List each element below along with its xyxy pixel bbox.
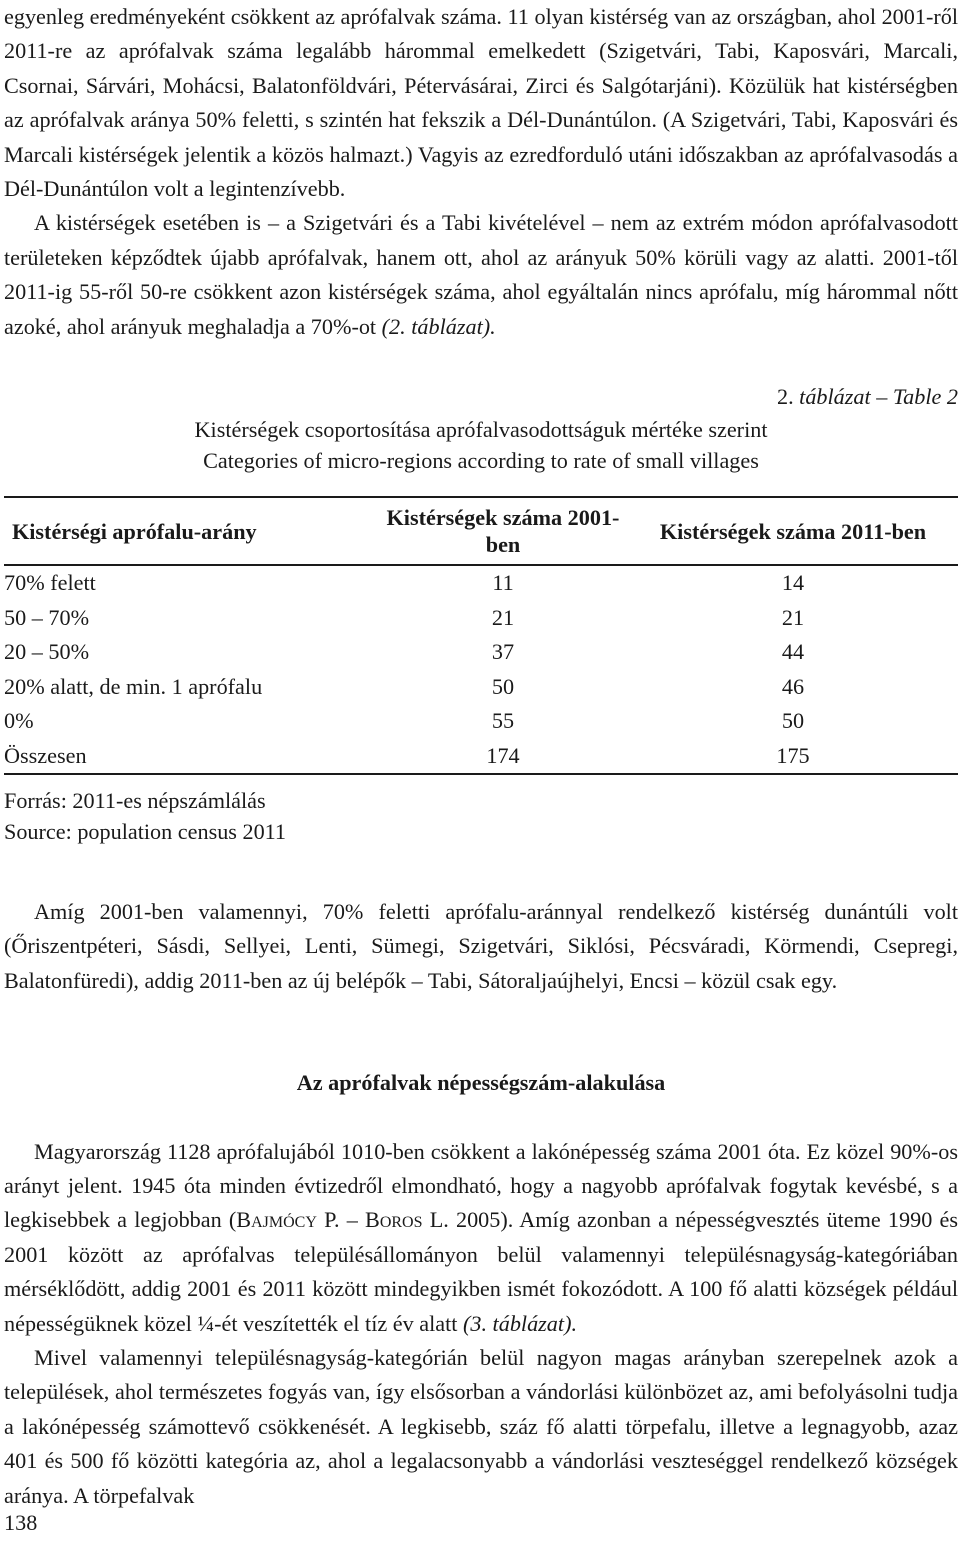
- body-paragraph: Amíg 2001-ben valamennyi, 70% feletti aprófalu-aránnyal rendelkező kistérség dunántúli volt (Őriszentpéteri, Sásdi, Sellyei, Lenti, Sümegi, Szigetvári, Siklósi, Pécsváradi, Körmendi, Csepregi, Balatonfüredi), addig 2011-ben az új belépők – Tabi, Sátoraljaújhelyi, Encsi – közül csak egy.: [4, 898, 958, 993]
- table-cell: 70% felett: [4, 570, 96, 596]
- table-label-number: 2.: [776, 384, 794, 410]
- table-title-hu: Kistérségek csoportosítása aprófalvasodottságuk mértéke szerint: [194, 417, 768, 443]
- source-hu: Forrás: 2011-es népszámlálás: [4, 787, 266, 813]
- table-title-en: Categories of micro-regions according to rate of small villages: [203, 448, 759, 474]
- table-label: [4, 380, 958, 414]
- body-paragraph: Mivel valamennyi településnagyság-kategórián belül nagyon magas arányban szerepelnek azok a települések, ahol természetes fogyás van, így elsősorban a vándorlási különbözet az, ami befolyásolni tudja a lakónépesség számottevő csökkenését. A legkisebb, száz fő alatti törpefalu, illetve a legnagyobb, azaz 401 és 500 fő közötti kategória az, ahol a legalacsonyabb a vándorlási veszteséggel rendelkező községek aránya. A törpefalvak: [4, 1344, 958, 1508]
- table-cell: 11: [492, 570, 514, 596]
- body-paragraph: egyenleg eredményeként csökkent az aprófalvak száma. 11 olyan kistérség van az országban, ahol 2001-ről 2011-re az aprófalvak száma legalább hárommal emelkedett (Szigetvári, Tabi, Kaposvári, Marcali, Csornai, Sárvári, Mohácsi, Balatonföldvári, Pétervásárai, Zirci és Salgótarjáni). Közülük hat kistérségben az aprófalvak aránya 50% feletti, s szintén hat fekszik a Dél-Dunántúlon. (A Szigetvári, Tabi, Kaposvári és Marcali kistérségek jelentik a közös halmazt.) Vagyis az ezredforduló utáni időszakban az aprófalvasodás a Dél-Dunántúlon volt a legintenzívebb.: [4, 4, 958, 202]
- table-cell: 50: [781, 708, 805, 734]
- source-en: Source: population census 2011: [4, 818, 287, 844]
- table-cell: 50: [491, 673, 515, 699]
- table-cell: 0%: [4, 708, 34, 734]
- data-table: [4, 496, 958, 774]
- table-source: [4, 785, 958, 847]
- section-heading: Az aprófalvak népességszám-alakulása: [296, 1070, 666, 1096]
- body-paragraph: [4, 1135, 958, 1341]
- body-paragraph: [4, 206, 958, 344]
- table-cell: 44: [781, 639, 805, 665]
- citation-author: Boros L.: [365, 1207, 449, 1233]
- paragraph-text: 2005). Amíg azonban a népességvesztés üteme 1990 és 2001 között az aprófalvas településállományon belül valamennyi településnagyság-kategóriában mérséklődött, addig 2001 és 2011 között mindegyikben ismét fokozódott. A 100 fő alatti községek például népességüknek közel ¼-ét veszítették el tíz év alatt: [4, 1207, 958, 1336]
- table-row: [4, 704, 958, 738]
- table-reference: (2. táblázat).: [381, 313, 496, 339]
- table-cell: Összesen: [4, 742, 87, 768]
- table-cell: 14: [781, 570, 805, 596]
- table-label-text: táblázat – Table 2: [799, 384, 958, 410]
- citation-author: Bajmócy P.: [236, 1207, 340, 1233]
- table-reference: (3. táblázat).: [462, 1310, 577, 1336]
- table-cell: 21: [491, 604, 515, 630]
- table-cell: 50 – 70%: [4, 604, 90, 630]
- table-header-row: [4, 497, 958, 565]
- header-cell: Kistérségek száma 2001-ben: [386, 505, 620, 558]
- table-row: [4, 635, 958, 669]
- page-number: 138: [4, 1510, 38, 1535]
- header-cell: Kistérségek száma 2011-ben: [659, 518, 927, 544]
- paragraph-text: Magyarország 1128 aprófalujából 1010-ben csökkent a lakónépesség száma 2001 óta. Ez közel 90%-os arányt jelent. 1945 óta minden évtizedről elmondható, hogy a nagyobb aprófalvak fogytak kevésbé, s a legkisebbek a legjobban (: [4, 1138, 958, 1233]
- paragraph-text: A kistérségek esetében is – a Szigetvári és a Tabi kivételével – nem az extrém módon aprófalvasodott területeken képződtek újabb aprófalvak, hanem ott, ahol az arányuk 50% körüli vagy az alatti. 2001-től 2011-ig 55-ről 50-re csökkent azon kistérségek száma, ahol egyáltalán nincs aprófalu, míg hárommal nőtt azoké, ahol arányuk meghaladja a 70%-ot: [4, 210, 958, 339]
- table-cell: 46: [781, 673, 805, 699]
- table-cell: 37: [491, 639, 515, 665]
- header-cell: Kistérségi aprófalu-arány: [12, 518, 257, 544]
- table-cell: 175: [776, 742, 810, 768]
- table-row: [4, 670, 958, 704]
- table-cell: 174: [486, 742, 520, 768]
- citation-separator: –: [339, 1207, 366, 1233]
- table-total-row: [4, 739, 958, 774]
- table-row: [4, 601, 958, 635]
- page-body: [4, 0, 958, 1513]
- table-cell: 21: [781, 604, 805, 630]
- table-row: [4, 565, 958, 600]
- table-cell: 20% alatt, de min. 1 aprófalu: [4, 673, 263, 699]
- table-cell: 55: [491, 708, 515, 734]
- table-cell: 20 – 50%: [4, 639, 90, 665]
